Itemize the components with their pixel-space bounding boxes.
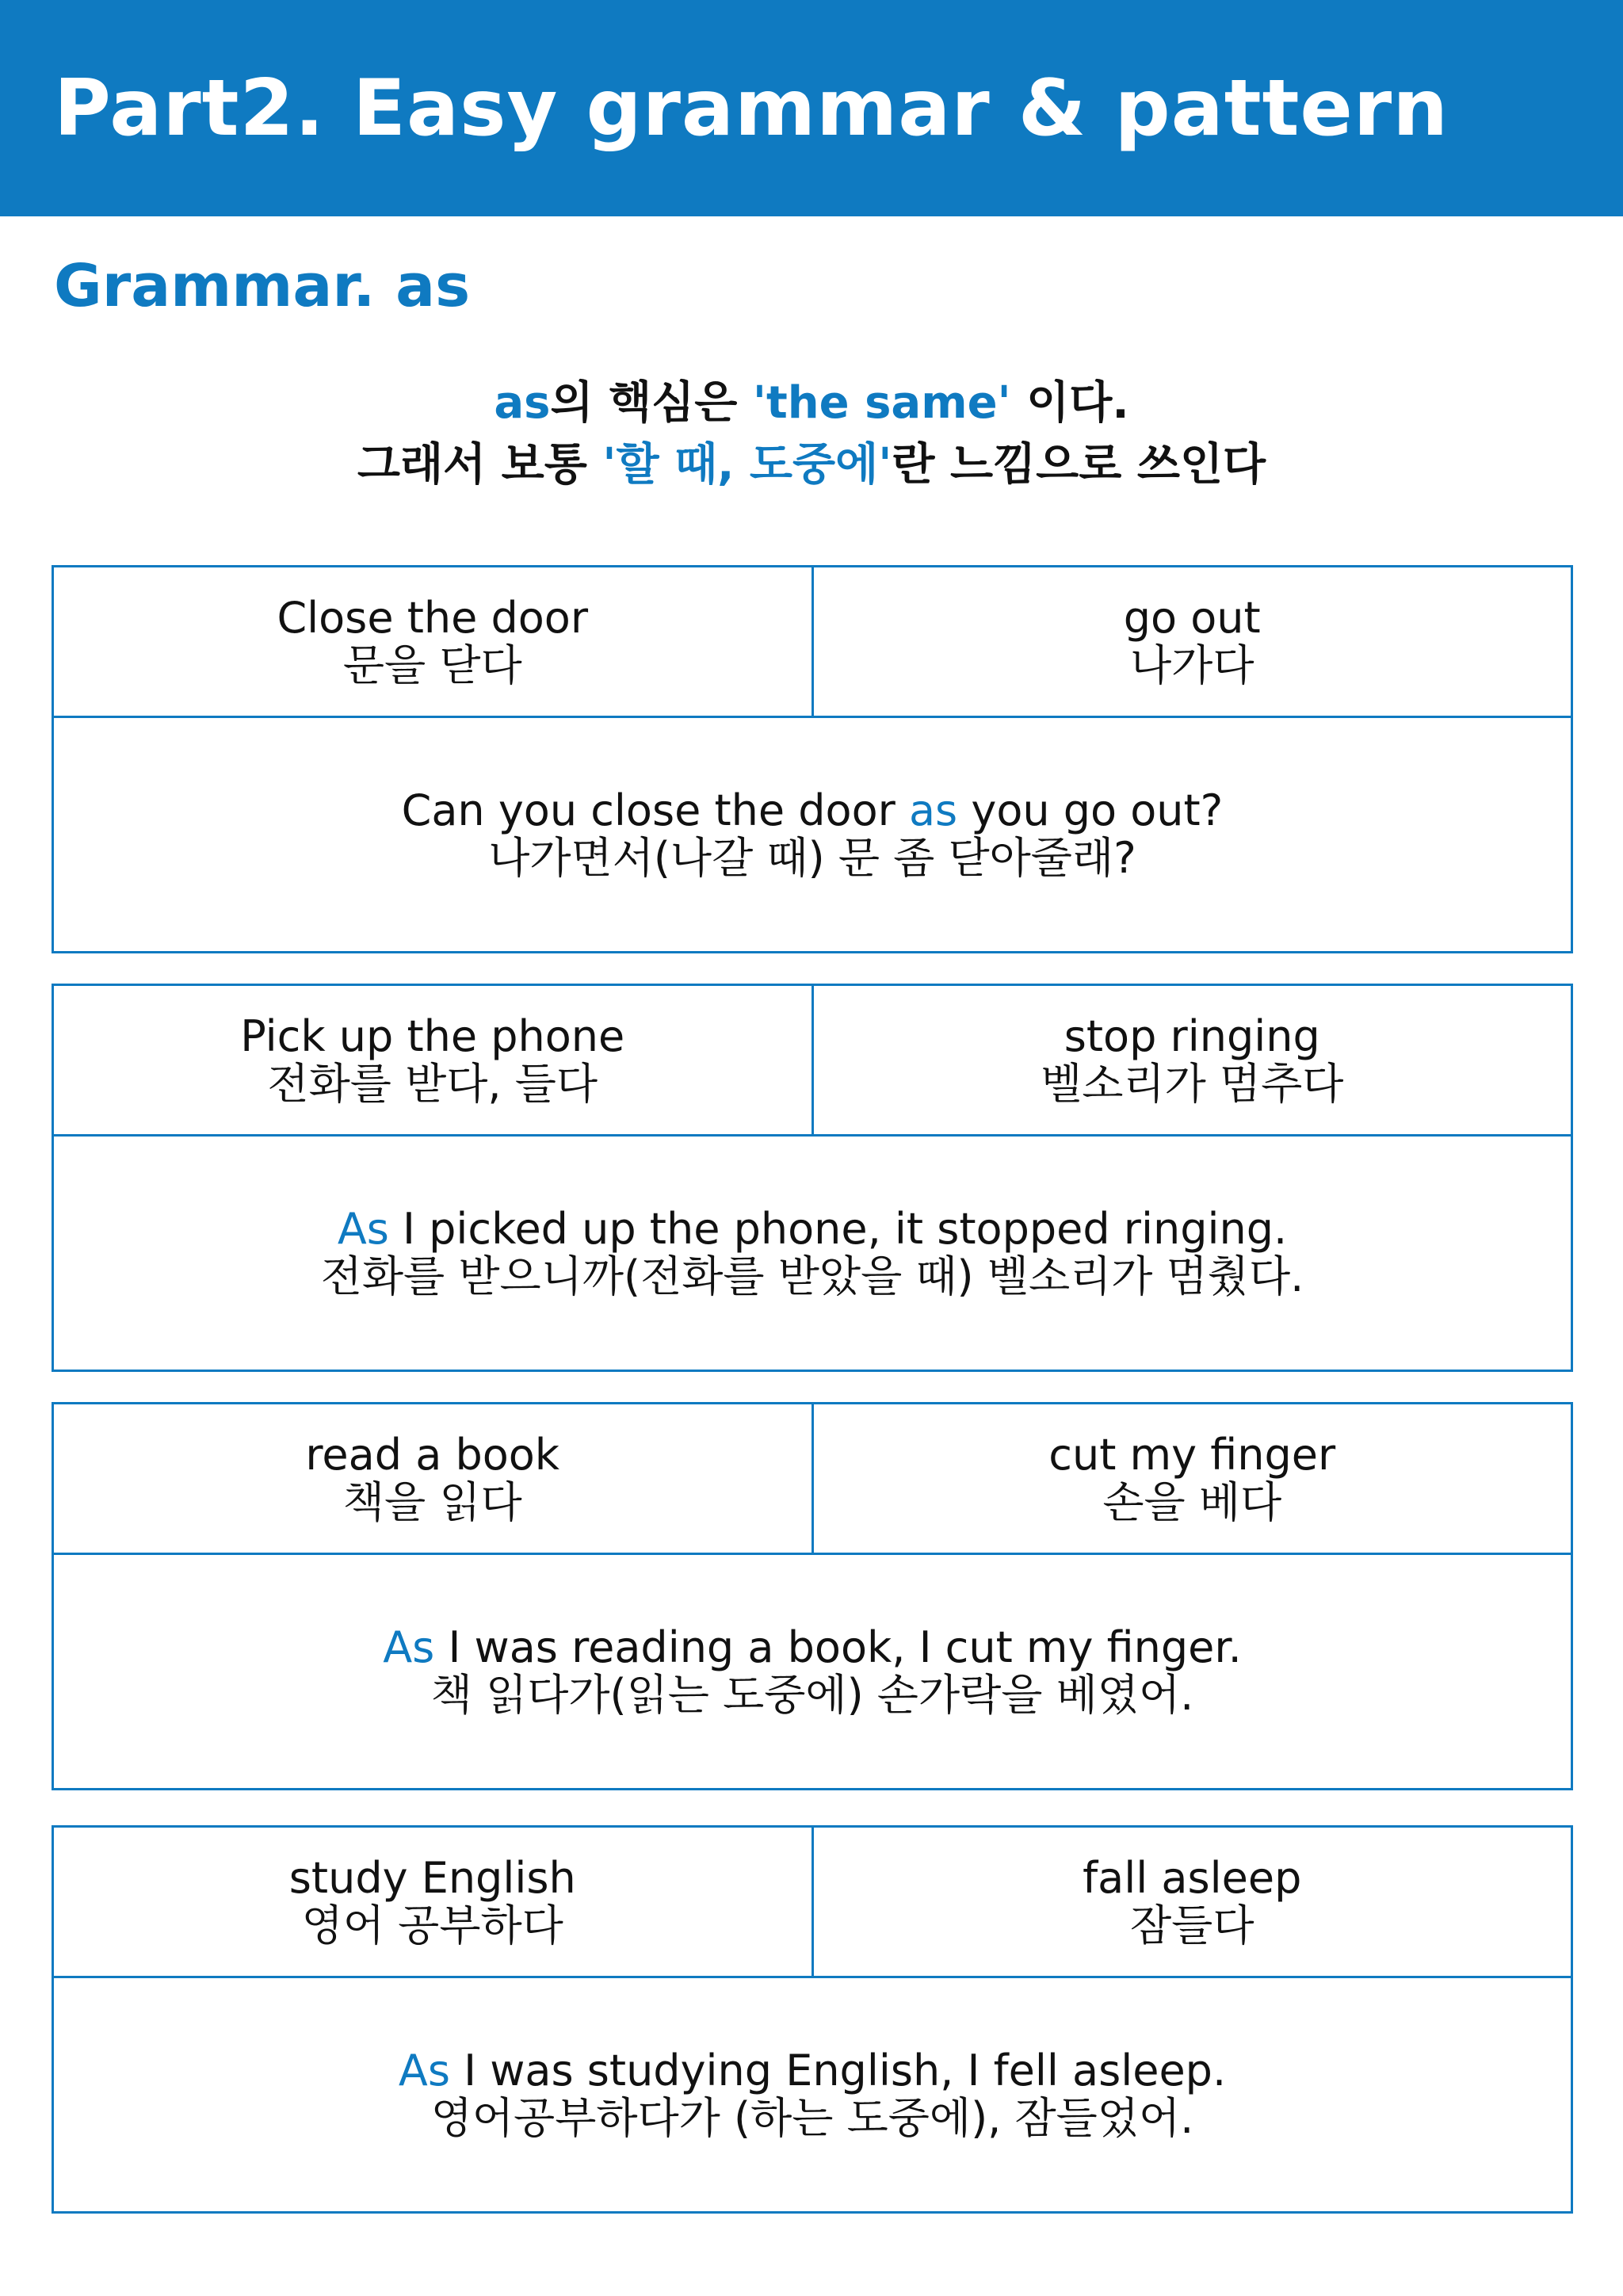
phrase-cell-left <box>54 567 814 716</box>
sentence-en <box>399 2047 1226 2095</box>
intro-highlight: '할 때, 도중에' <box>602 439 892 491</box>
phrase-en: study English <box>288 1852 576 1903</box>
phrase-cell-right <box>814 567 1571 716</box>
sentence-as: as <box>908 785 958 835</box>
example-sentence <box>54 1978 1571 2211</box>
sentence-as: As <box>383 1622 435 1672</box>
intro-line-1 <box>0 372 1623 434</box>
phrase-en: read a book <box>305 1429 560 1480</box>
intro-highlight: 'the same' <box>752 377 1011 429</box>
sentence-ko: 책 읽다가(읽는 도중에) 손가락을 베였어. <box>430 1670 1194 1720</box>
sentence-part: I picked up the phone, it stopped ringing. <box>388 1204 1288 1254</box>
phrase-ko: 나가다 <box>1130 640 1254 690</box>
sentence-as: As <box>398 2046 450 2095</box>
sentence-ko: 영어공부하다가 (하는 도중에), 잠들었어. <box>430 2093 1194 2143</box>
intro-text-part: 란 느낌으로 쓰인다 <box>892 439 1266 491</box>
phrase-en: Close the door <box>277 592 589 643</box>
phrase-ko: 전화를 받다, 들다 <box>267 1058 598 1109</box>
intro-keyword: as <box>494 377 551 429</box>
intro-text-part: 이다. <box>1010 377 1129 429</box>
intro-text-part: 의 핵심은 <box>550 377 753 429</box>
section-title: Grammar. as <box>54 252 471 320</box>
phrase-ko: 문을 닫다 <box>342 640 522 690</box>
example-sentence <box>54 1137 1571 1370</box>
phrase-cell-right <box>814 1404 1571 1553</box>
example-block-3 <box>52 1402 1573 1790</box>
phrase-ko: 손을 베다 <box>1102 1477 1282 1527</box>
phrase-en: fall asleep <box>1083 1852 1302 1903</box>
phrase-row <box>54 1828 1571 1978</box>
example-block-1 <box>52 565 1573 953</box>
example-block-2 <box>52 984 1573 1372</box>
page-header <box>0 0 1623 216</box>
phrase-cell-left <box>54 1828 814 1976</box>
intro-text <box>0 372 1623 496</box>
phrase-en: stop ringing <box>1064 1010 1320 1061</box>
phrase-ko: 책을 읽다 <box>342 1477 522 1527</box>
sentence-part: I was reading a book, I cut my finger. <box>434 1622 1242 1672</box>
phrase-en: Pick up the phone <box>240 1010 625 1061</box>
sentence-part: Can you close the door <box>401 785 909 835</box>
phrase-row <box>54 567 1571 718</box>
page-title: Part2. Easy grammar & pattern <box>54 63 1449 154</box>
phrase-cell-right <box>814 986 1571 1134</box>
sentence-ko: 전화를 받으니까(전화를 받았을 때) 벨소리가 멈췄다. <box>320 1251 1304 1301</box>
example-block-4 <box>52 1825 1573 2214</box>
phrase-cell-left <box>54 1404 814 1553</box>
phrase-cell-left <box>54 986 814 1134</box>
phrase-ko: 잠들다 <box>1130 1900 1254 1950</box>
intro-line-2 <box>0 434 1623 496</box>
phrase-ko: 벨소리가 멈추다 <box>1041 1058 1344 1109</box>
sentence-en <box>402 787 1224 835</box>
phrase-row <box>54 1404 1571 1555</box>
phrase-ko: 영어 공부하다 <box>301 1900 563 1950</box>
sentence-part: you go out? <box>957 785 1224 835</box>
intro-text-part: 그래서 보통 <box>357 439 603 491</box>
example-sentence <box>54 1555 1571 1788</box>
phrase-en: go out <box>1123 592 1261 643</box>
sentence-as: As <box>337 1204 389 1254</box>
sentence-ko: 나가면서(나갈 때) 문 좀 닫아줄래? <box>488 833 1136 883</box>
phrase-row <box>54 986 1571 1137</box>
sentence-en <box>383 1624 1242 1671</box>
phrase-en: cut my finger <box>1048 1429 1336 1480</box>
phrase-cell-right <box>814 1828 1571 1976</box>
example-sentence <box>54 718 1571 951</box>
sentence-part: I was studying English, I fell asleep. <box>449 2046 1227 2095</box>
sentence-en <box>338 1205 1287 1253</box>
